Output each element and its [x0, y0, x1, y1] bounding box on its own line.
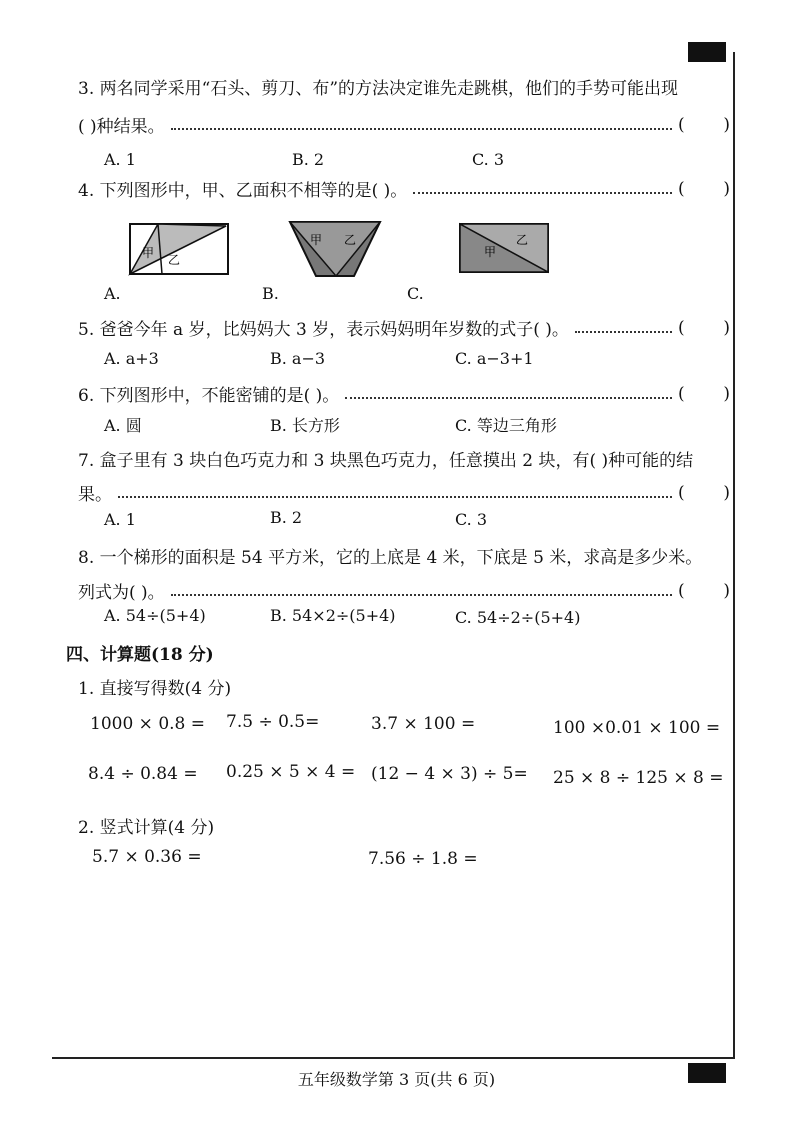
- calc-r2-c4: 25 × 8 ÷ 125 × 8 =: [553, 768, 724, 788]
- figure-b-jia-label: 甲: [310, 233, 323, 247]
- q7-line2: 果。: [78, 485, 112, 505]
- figure-c: [458, 222, 550, 274]
- q4-row: [78, 176, 730, 201]
- q5-option-c: C. a−3+1: [455, 349, 534, 368]
- calc-r2-c3: (12 − 4 × 3) ÷ 5=: [371, 764, 528, 784]
- q3-line1: 3. 两名同学采用“石头、剪刀、布”的方法决定谁先走跳棋，他们的手势可能出现: [78, 79, 679, 99]
- q8-line2: 列式为( )。: [78, 583, 165, 603]
- q8-option-a: A. 54÷(5+4): [104, 606, 206, 625]
- q8-option-c: C. 54÷2÷(5+4): [455, 608, 581, 627]
- q4-text: 4. 下列图形中，甲、乙面积不相等的是( )。: [78, 181, 408, 201]
- leader-dots: [413, 192, 672, 194]
- answer-paren[interactable]: ( ): [678, 178, 730, 199]
- q4-option-a: A.: [104, 284, 121, 303]
- q6-option-c: C. 等边三角形: [455, 416, 557, 435]
- calc-r1-c2: 7.5 ÷ 0.5=: [226, 712, 320, 732]
- q6-row: [78, 381, 730, 406]
- q7-line1: 7. 盒子里有 3 块白色巧克力和 3 块黑色巧克力，任意摸出 2 块，有( )种可能的结: [78, 451, 694, 471]
- leader-dots: [118, 496, 672, 498]
- q5-text: 5. 爸爸今年 a 岁，比妈妈大 3 岁，表示妈妈明年岁数的式子( )。: [78, 320, 569, 340]
- q7-line2-row: [78, 480, 730, 505]
- vertical-calc-2: 7.56 ÷ 1.8 =: [368, 849, 478, 869]
- q6-text: 6. 下列图形中，不能密铺的是( )。: [78, 386, 340, 406]
- section4-part2: 2. 竖式计算(4 分): [78, 818, 215, 838]
- q5-option-b: B. a−3: [270, 349, 326, 368]
- answer-paren[interactable]: ( ): [678, 114, 730, 135]
- leader-dots: [575, 331, 672, 333]
- q3-option-c: C. 3: [472, 150, 505, 169]
- q4-option-c: C.: [407, 284, 424, 303]
- figure-c-yi-label: 乙: [516, 233, 529, 247]
- q8-line2-row: [78, 578, 730, 603]
- figure-a-yi-label: 乙: [168, 253, 181, 267]
- q6-option-b: B. 长方形: [270, 416, 340, 435]
- q7-option-c: C. 3: [455, 510, 488, 529]
- q3-line2: ( )种结果。: [78, 117, 165, 137]
- q3-option-a: A. 1: [104, 150, 136, 169]
- q6-option-a: A. 圆: [104, 416, 142, 435]
- section4-title: 四、计算题(18 分): [66, 645, 214, 665]
- right-border: [733, 52, 735, 1057]
- q7-option-b: B. 2: [270, 508, 303, 527]
- calc-r1-c3: 3.7 × 100 =: [371, 714, 476, 734]
- bottom-border: [52, 1057, 735, 1059]
- section4-part1: 1. 直接写得数(4 分): [78, 679, 232, 699]
- q7-option-a: A. 1: [104, 510, 136, 529]
- figure-c-jia-label: 甲: [484, 245, 497, 259]
- q5-row: [78, 315, 730, 340]
- leader-dots: [345, 397, 672, 399]
- q3-option-b: B. 2: [292, 150, 325, 169]
- figure-b: [288, 220, 382, 278]
- vertical-calc-1: 5.7 × 0.36 =: [92, 847, 202, 867]
- calc-r1-c4: 100 ×0.01 × 100 =: [553, 718, 721, 738]
- calc-r2-c1: 8.4 ÷ 0.84 =: [88, 764, 198, 784]
- q8-option-b: B. 54×2÷(5+4): [270, 606, 396, 625]
- figure-a-jia-label: 甲: [142, 246, 155, 260]
- corner-mark-top: [688, 42, 726, 62]
- leader-dots: [171, 128, 672, 130]
- figure-a: [128, 222, 230, 276]
- page-footer: 五年级数学第 3 页(共 6 页): [297, 1070, 496, 1089]
- figure-b-yi-label: 乙: [344, 233, 357, 247]
- q4-option-b: B.: [262, 284, 279, 303]
- calc-r1-c1: 1000 × 0.8 =: [90, 714, 205, 734]
- q8-line1: 8. 一个梯形的面积是 54 平方米，它的上底是 4 米，下底是 5 米，求高是多少米。: [78, 548, 703, 568]
- answer-paren[interactable]: ( ): [678, 580, 730, 601]
- answer-paren[interactable]: ( ): [678, 317, 730, 338]
- answer-paren[interactable]: ( ): [678, 482, 730, 503]
- calc-r2-c2: 0.25 × 5 × 4 =: [226, 762, 356, 782]
- q3-line2-row: [78, 112, 730, 137]
- q5-option-a: A. a+3: [104, 349, 159, 368]
- leader-dots: [171, 594, 672, 596]
- answer-paren[interactable]: ( ): [678, 383, 730, 404]
